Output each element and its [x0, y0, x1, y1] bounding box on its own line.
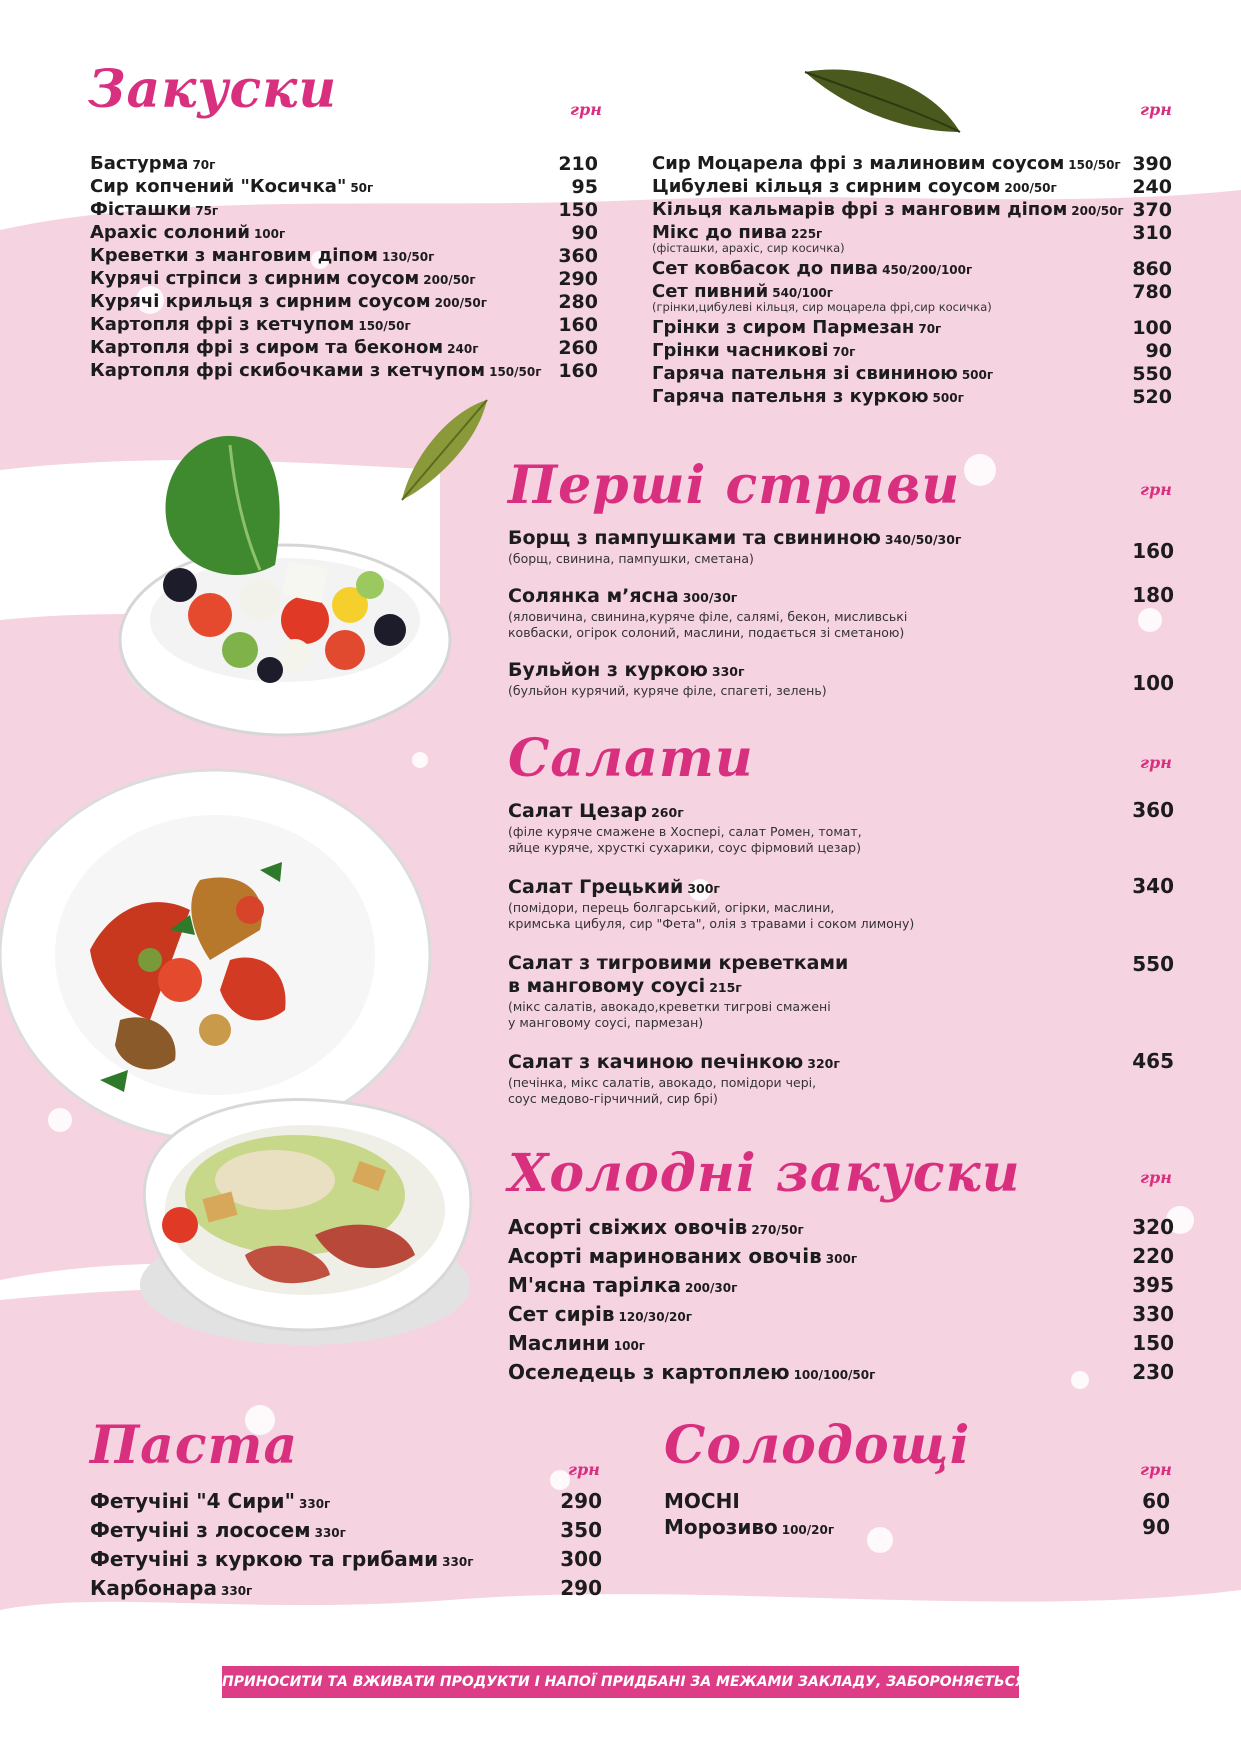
menu-item — [90, 1488, 602, 1517]
item-weight: 500г — [932, 391, 964, 405]
item-name: Грінки часникові — [652, 340, 829, 361]
menu-item — [508, 876, 1174, 932]
currency-label: грн — [568, 1460, 600, 1479]
item-name: Бульйон з куркою — [508, 659, 708, 681]
item-name: Маслини — [508, 1331, 610, 1355]
item-price: 100 — [1132, 671, 1174, 695]
item-weight: 70г — [832, 345, 856, 359]
pershi-list — [508, 527, 1174, 717]
item-price: 330 — [1132, 1302, 1174, 1326]
item-name: Сет ковбасок до пива — [652, 258, 879, 279]
menu-item — [90, 199, 598, 222]
item-name: Картопля фрі з сиром та беконом — [90, 337, 444, 358]
item-price: 160 — [558, 314, 598, 336]
item-description: (філе куряче смажене в Хоспері, салат Ромен, томат, — [508, 824, 862, 839]
item-price: 100 — [1132, 317, 1172, 339]
item-price: 340 — [1132, 874, 1174, 898]
item-description: (грінки,цибулеві кільця, сир моцарела фрі,сир косичка) — [652, 300, 992, 314]
item-name: Оселедець з картоплею — [508, 1360, 790, 1384]
item-price: 210 — [558, 153, 598, 175]
section-title-zakusky: Закуски — [88, 59, 338, 120]
item-name: Салат Цезар — [508, 800, 648, 822]
item-price: 290 — [560, 1576, 602, 1600]
item-price: 290 — [558, 268, 598, 290]
kholodni-list — [508, 1214, 1174, 1388]
currency-label: грн — [570, 100, 602, 119]
item-weight: 200/50г — [1071, 204, 1124, 218]
menu-item — [652, 363, 1172, 386]
section-title-salaty: Салати — [508, 728, 754, 789]
item-weight: 75г — [195, 204, 219, 218]
item-weight: 150/50г — [489, 365, 542, 379]
menu-item — [90, 245, 598, 268]
item-price: 280 — [558, 291, 598, 313]
item-description: (печінка, мікс салатів, авокадо, помідори чері, — [508, 1075, 817, 1090]
item-price: 465 — [1132, 1049, 1174, 1073]
item-price: 160 — [1132, 539, 1174, 563]
item-price: 260 — [558, 337, 598, 359]
item-name-line — [508, 952, 1174, 999]
item-description: (мікс салатів, авокадо,креветки тигрові смажені — [508, 999, 831, 1014]
item-weight: 200/50г — [423, 273, 476, 287]
item-price: 520 — [1132, 386, 1172, 408]
item-price: 360 — [1132, 798, 1174, 822]
currency-label: грн — [1140, 100, 1172, 119]
item-weight: 100/100/50г — [793, 1368, 876, 1382]
item-name: Фетучіні з лососем — [90, 1518, 311, 1542]
menu-item — [508, 800, 1174, 856]
item-description: яйце куряче, хрусткі сухарики, соус фірмовий цезар) — [508, 840, 861, 855]
menu-item — [508, 1214, 1174, 1243]
menu-item — [652, 386, 1172, 409]
item-name: Фісташки — [90, 199, 192, 220]
solodoshchi-list — [664, 1488, 1170, 1543]
item-name: Асорті маринованих овочів — [508, 1244, 822, 1268]
item-name: Курячі крильця з сирним соусом — [90, 291, 431, 312]
item-name: Картопля фрі скибочками з кетчупом — [90, 360, 486, 381]
menu-item — [508, 1301, 1174, 1330]
item-price: 390 — [1132, 153, 1172, 175]
item-price: 90 — [571, 222, 598, 244]
item-weight: 330г — [442, 1555, 474, 1569]
item-name: Сир Моцарела фрі з малиновим соусом — [652, 153, 1065, 174]
item-name: Салат з качиною печінкою — [508, 1051, 804, 1073]
item-name-line — [508, 1051, 1174, 1075]
item-name: Креветки з манговим діпом — [90, 245, 378, 266]
item-name-line — [508, 527, 1174, 551]
zakusky-right-list — [652, 153, 1172, 409]
item-name: Сет сирів — [508, 1302, 615, 1326]
item-price: 550 — [1132, 952, 1174, 976]
item-description: (помідори, перець болгарський, огірки, маслини, — [508, 900, 835, 915]
item-name-line — [508, 585, 1174, 609]
item-weight: 300г — [687, 881, 720, 896]
menu-item — [90, 337, 598, 360]
menu-item — [90, 1546, 602, 1575]
menu-item — [652, 258, 1172, 281]
item-price: 60 — [1142, 1489, 1170, 1513]
menu-item — [664, 1488, 1170, 1514]
salaty-list — [508, 800, 1174, 1127]
item-description: (бульйон курячий, куряче філе, спагеті, зелень) — [508, 683, 827, 698]
section-title-pershi: Перші страви — [508, 455, 961, 516]
menu-item — [652, 153, 1172, 176]
zakusky-left-list — [90, 153, 598, 383]
item-name: в манговому соусі — [508, 975, 706, 997]
menu-item — [508, 1330, 1174, 1359]
item-name: Борщ з пампушками та свининою — [508, 527, 881, 549]
item-name: Фетучіні з куркою та грибами — [90, 1547, 439, 1571]
item-description: ковбаски, огірок солоний, маслини, подається зі сметаною) — [508, 625, 905, 640]
item-price: 350 — [560, 1518, 602, 1542]
item-weight: 120/30/20г — [618, 1310, 692, 1324]
section-title-solodoshchi: Солодощі — [664, 1415, 971, 1476]
item-weight: 130/50г — [381, 250, 435, 264]
item-weight: 150/50г — [1068, 158, 1121, 172]
item-price: 160 — [558, 360, 598, 382]
item-price: 780 — [1132, 281, 1172, 303]
item-name: Арахіс солоний — [90, 222, 250, 243]
item-price: 150 — [1132, 1331, 1174, 1355]
item-price: 395 — [1132, 1273, 1174, 1297]
item-price: 240 — [1132, 176, 1172, 198]
menu-item — [508, 1359, 1174, 1388]
item-price: 320 — [1132, 1215, 1174, 1239]
item-name: Солянка м’ясна — [508, 585, 679, 607]
item-weight: 320г — [807, 1056, 840, 1071]
item-weight: 100г — [253, 227, 286, 241]
item-name: Карбонара — [90, 1576, 217, 1600]
item-name: Бастурма — [90, 153, 189, 174]
item-name: Гаряча пательня з куркою — [652, 386, 929, 407]
menu-item — [508, 659, 1174, 699]
menu-item — [90, 176, 598, 199]
item-price: 370 — [1132, 199, 1172, 221]
footer-notice: ПРИНОСИТИ ТА ВЖИВАТИ ПРОДУКТИ І НАПОЇ ПРИДБАНІ ЗА МЕЖАМИ ЗАКЛАДУ, ЗАБОРОНЯЄТЬСЯ! — [222, 1666, 1019, 1698]
menu-item — [664, 1514, 1170, 1543]
item-weight: 330г — [299, 1497, 331, 1511]
item-price: 360 — [558, 245, 598, 267]
pasta-list — [90, 1488, 602, 1604]
item-name: Курячі стріпси з сирним соусом — [90, 268, 420, 289]
item-price: 95 — [571, 176, 598, 198]
item-price: 150 — [558, 199, 598, 221]
item-weight: 225г — [791, 227, 823, 241]
menu-item — [652, 199, 1172, 222]
item-name: Кільця кальмарів фрі з манговим діпом — [652, 199, 1068, 220]
menu-item — [90, 360, 598, 383]
item-weight: 330г — [221, 1584, 253, 1598]
menu-item — [508, 585, 1174, 641]
item-description: (яловичина, свинина,куряче філе, салямі, бекон, мисливські — [508, 609, 908, 624]
menu-item — [90, 153, 598, 176]
menu-item — [90, 268, 598, 291]
leaf-icon — [392, 395, 492, 505]
item-name: Сет пивний — [652, 281, 769, 302]
item-price: 180 — [1132, 583, 1174, 607]
menu-item — [90, 291, 598, 314]
menu-item — [652, 176, 1172, 199]
item-price: 310 — [1132, 222, 1172, 244]
section-title-pasta: Паста — [90, 1415, 299, 1476]
item-description: кримська цибуля, сир "Фета", олія з травами і соком лимону) — [508, 916, 915, 931]
item-price: 300 — [560, 1547, 602, 1571]
menu-item — [90, 1517, 602, 1546]
item-weight: 100г — [613, 1339, 646, 1353]
item-price: 90 — [1142, 1515, 1170, 1539]
item-weight: 200/50г — [1004, 181, 1057, 195]
item-name: Сир копчений "Косичка" — [90, 176, 347, 197]
menu-item — [90, 1575, 602, 1604]
currency-label: грн — [1140, 753, 1172, 772]
item-weight: 100/20г — [781, 1523, 835, 1537]
item-weight: 330г — [711, 664, 745, 679]
item-name: Картопля фрі з кетчупом — [90, 314, 355, 335]
item-weight: 70г — [192, 158, 216, 172]
item-price: 90 — [1145, 340, 1172, 362]
item-weight: 260г — [651, 805, 684, 820]
item-name: Салат Грецький — [508, 876, 684, 898]
item-description: соус медово-гірчичний, сир брі) — [508, 1091, 718, 1106]
menu-item — [508, 1051, 1174, 1107]
item-weight: 540/100г — [772, 286, 833, 300]
menu-item — [508, 952, 1174, 1031]
item-weight: 70г — [918, 322, 942, 336]
item-price: 230 — [1132, 1360, 1174, 1384]
item-name-line — [508, 659, 1174, 683]
caesar-salad-image — [125, 1085, 485, 1350]
item-weight: 330г — [314, 1526, 346, 1540]
section-title-kholodni: Холодні закуски — [508, 1143, 1021, 1204]
menu-item — [90, 314, 598, 337]
item-weight: 215г — [709, 980, 742, 995]
menu-item — [652, 222, 1172, 245]
item-name: М'ясна тарілка — [508, 1273, 681, 1297]
item-weight: 200/30г — [684, 1281, 738, 1295]
currency-label: грн — [1140, 480, 1172, 499]
item-weight: 50г — [350, 181, 374, 195]
menu-item — [652, 340, 1172, 363]
item-price: 220 — [1132, 1244, 1174, 1268]
menu-item — [652, 317, 1172, 340]
item-name: MOCHI — [664, 1489, 740, 1513]
item-price: 290 — [560, 1489, 602, 1513]
item-name: Салат з тигровими креветками — [508, 952, 849, 974]
menu-item — [508, 1272, 1174, 1301]
menu-item — [90, 222, 598, 245]
item-name: Морозиво — [664, 1515, 778, 1539]
item-weight: 300г — [825, 1252, 858, 1266]
menu-item — [652, 281, 1172, 304]
item-name-line — [508, 800, 1174, 824]
currency-label: грн — [1140, 1460, 1172, 1479]
item-name: Грінки з сиром Пармезан — [652, 317, 915, 338]
item-name: Цибулеві кільця з сирним соусом — [652, 176, 1001, 197]
item-name: Фетучіні "4 Сири" — [90, 1489, 295, 1513]
item-name-line — [508, 876, 1174, 900]
item-description: (борщ, свинина, пампушки, сметана) — [508, 551, 754, 566]
item-name: Гаряча пательня зі свининою — [652, 363, 958, 384]
currency-label: грн — [1140, 1168, 1172, 1187]
item-price: 550 — [1132, 363, 1172, 385]
item-weight: 150/50г — [358, 319, 411, 333]
menu-item — [508, 1243, 1174, 1272]
item-name: Асорті свіжих овочів — [508, 1215, 748, 1239]
item-weight: 270/50г — [751, 1223, 804, 1237]
item-weight: 300/30г — [682, 590, 738, 605]
item-name: Мікс до пива — [652, 222, 787, 243]
leaf-icon — [800, 62, 970, 142]
item-weight: 240г — [447, 342, 479, 356]
item-weight: 200/50г — [434, 296, 487, 310]
item-weight: 500г — [961, 368, 994, 382]
item-price: 860 — [1132, 258, 1172, 280]
item-description: (фісташки, арахіс, сир косичка) — [652, 241, 845, 255]
item-weight: 340/50/30г — [884, 532, 962, 547]
menu-item — [508, 527, 1174, 567]
item-description: у манговому соусі, пармезан) — [508, 1015, 704, 1030]
item-weight: 450/200/100г — [882, 263, 973, 277]
